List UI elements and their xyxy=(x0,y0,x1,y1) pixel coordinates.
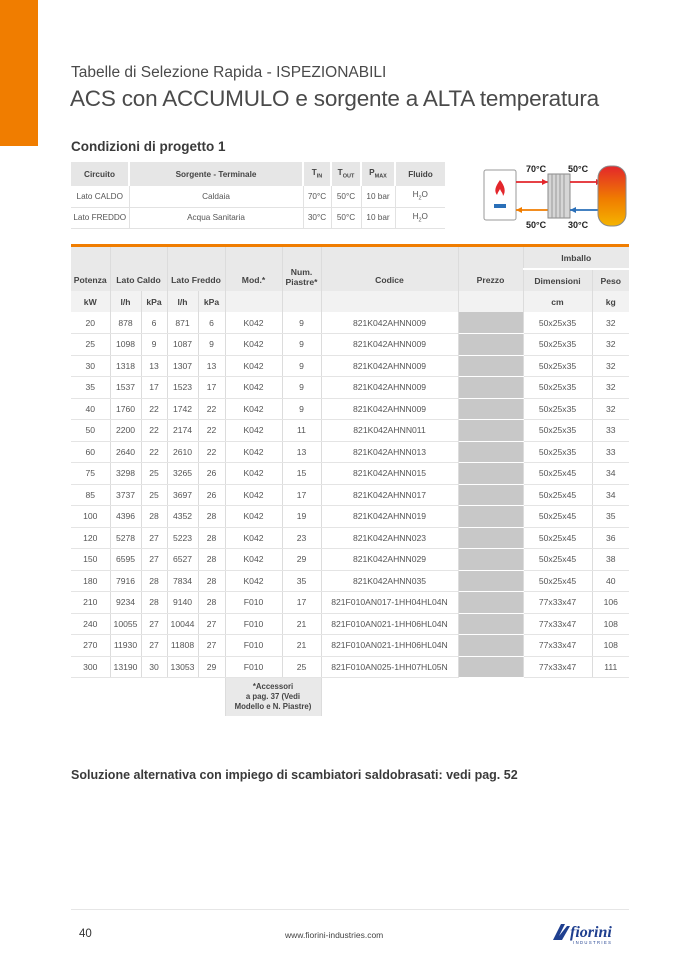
peso-cell: 32 xyxy=(592,377,629,399)
logo-mark-icon xyxy=(553,924,570,940)
mod-cell: K042 xyxy=(225,355,282,377)
kpa_f-cell: 22 xyxy=(198,398,225,420)
unit-kpa: kPa xyxy=(198,291,225,312)
kpa_f-cell: 26 xyxy=(198,463,225,485)
header-lato-freddo: Lato Freddo xyxy=(167,247,225,291)
lh_f-cell: 7834 xyxy=(167,570,198,592)
svg-text:fiorini: fiorini xyxy=(570,924,612,941)
peso-cell: 33 xyxy=(592,420,629,442)
temp-cold-out: 50°C xyxy=(568,164,589,174)
piastre-cell: 21 xyxy=(282,635,321,657)
lh_c-cell: 2200 xyxy=(110,420,141,442)
lh_f-cell: 1742 xyxy=(167,398,198,420)
codice-cell: 821K042AHNN009 xyxy=(321,398,458,420)
header-units-row xyxy=(71,291,629,312)
table-row xyxy=(71,484,629,506)
header-row-1 xyxy=(71,247,629,269)
boiler-icon xyxy=(484,170,516,220)
peso-cell: 32 xyxy=(592,334,629,356)
kpa_c-cell: 9 xyxy=(141,334,167,356)
kpa_f-cell: 6 xyxy=(198,312,225,334)
codice-cell: 821K042AHNN035 xyxy=(321,570,458,592)
codice-cell: 821K042AHNN009 xyxy=(321,377,458,399)
kpa_f-cell: 29 xyxy=(198,656,225,678)
piastre-cell: 13 xyxy=(282,441,321,463)
lh_c-cell: 4396 xyxy=(110,506,141,528)
fiorini-logo xyxy=(551,920,631,946)
tin-cell: 30°C xyxy=(303,207,331,228)
peso-cell: 35 xyxy=(592,506,629,528)
mod-cell: K042 xyxy=(225,506,282,528)
kw-cell: 210 xyxy=(71,592,110,614)
price-cell xyxy=(458,377,523,399)
lh_f-cell: 10044 xyxy=(167,613,198,635)
lh_f-cell: 4352 xyxy=(167,506,198,528)
tin-cell: 70°C xyxy=(303,186,331,207)
unit-cm: cm xyxy=(523,291,592,312)
lh_c-cell: 7916 xyxy=(110,570,141,592)
conditions-row-freddo xyxy=(71,207,445,228)
dim-cell: 77x33x47 xyxy=(523,613,592,635)
piastre-cell: 9 xyxy=(282,377,321,399)
unit-empty xyxy=(225,291,282,312)
exchanger-diagram xyxy=(482,162,628,230)
mod-cell: K042 xyxy=(225,549,282,571)
svg-text:INDUSTRIES: INDUSTRIES xyxy=(573,940,613,945)
codice-cell: 821F010AN017-1HH04HL04N xyxy=(321,592,458,614)
dim-cell: 50x25x35 xyxy=(523,420,592,442)
table-row xyxy=(71,377,629,399)
kw-cell: 120 xyxy=(71,527,110,549)
kpa_c-cell: 13 xyxy=(141,355,167,377)
price-cell xyxy=(458,441,523,463)
codice-cell: 821K042AHNN017 xyxy=(321,484,458,506)
kpa_c-cell: 25 xyxy=(141,463,167,485)
piastre-cell: 17 xyxy=(282,592,321,614)
mod-cell: K042 xyxy=(225,527,282,549)
lh_f-cell: 1523 xyxy=(167,377,198,399)
kw-cell: 25 xyxy=(71,334,110,356)
kpa_c-cell: 27 xyxy=(141,613,167,635)
mod-cell: F010 xyxy=(225,613,282,635)
lh_c-cell: 1760 xyxy=(110,398,141,420)
lh_f-cell: 3265 xyxy=(167,463,198,485)
lh_c-cell: 3298 xyxy=(110,463,141,485)
kpa_f-cell: 22 xyxy=(198,441,225,463)
lh_f-cell: 11808 xyxy=(167,635,198,657)
arrow-icon xyxy=(516,207,522,213)
pmax-cell: 10 bar xyxy=(361,186,395,207)
mod-cell: K042 xyxy=(225,312,282,334)
page-subtitle: Tabelle di Selezione Rapida - ISPEZIONABILI xyxy=(71,64,387,81)
lh_f-cell: 6527 xyxy=(167,549,198,571)
lh_f-cell: 2174 xyxy=(167,420,198,442)
mod-cell: K042 xyxy=(225,484,282,506)
fluido-cell: $H_2O$ xyxy=(395,207,445,228)
price-cell xyxy=(458,420,523,442)
price-cell xyxy=(458,355,523,377)
kpa_f-cell: 17 xyxy=(198,377,225,399)
boiler-panel xyxy=(494,204,506,208)
kw-cell: 100 xyxy=(71,506,110,528)
header-tin: $T_{IN}$ xyxy=(303,162,331,186)
table-row xyxy=(71,441,629,463)
kw-cell: 60 xyxy=(71,441,110,463)
lh_f-cell: 9140 xyxy=(167,592,198,614)
codice-cell: 821K042AHNN015 xyxy=(321,463,458,485)
piastre-cell: 21 xyxy=(282,613,321,635)
unit-empty xyxy=(458,291,523,312)
piastre-cell: 25 xyxy=(282,656,321,678)
table-row xyxy=(71,527,629,549)
temp-hot-out: 50°C xyxy=(526,220,547,230)
kw-cell: 50 xyxy=(71,420,110,442)
dim-cell: 50x25x45 xyxy=(523,484,592,506)
peso-cell: 32 xyxy=(592,355,629,377)
dim-cell: 50x25x45 xyxy=(523,506,592,528)
lh_c-cell: 1318 xyxy=(110,355,141,377)
mod-cell: F010 xyxy=(225,635,282,657)
kpa_f-cell: 22 xyxy=(198,420,225,442)
header-lato-caldo: Lato Caldo xyxy=(110,247,167,291)
kpa_c-cell: 30 xyxy=(141,656,167,678)
unit-empty xyxy=(321,291,458,312)
lh_f-cell: 1087 xyxy=(167,334,198,356)
sorgente-cell: Acqua Sanitaria xyxy=(129,207,303,228)
header-imballo: Imballo xyxy=(523,247,629,269)
arrow-icon xyxy=(542,179,548,185)
codice-cell: 821K042AHNN019 xyxy=(321,506,458,528)
kpa_f-cell: 13 xyxy=(198,355,225,377)
table-row xyxy=(71,463,629,485)
kpa_c-cell: 28 xyxy=(141,592,167,614)
header-tout: $T_{OUT}$ xyxy=(331,162,361,186)
mod-cell: K042 xyxy=(225,398,282,420)
unit-lh: l/h xyxy=(110,291,141,312)
kpa_c-cell: 27 xyxy=(141,549,167,571)
mod-cell: K042 xyxy=(225,334,282,356)
lh_c-cell: 1098 xyxy=(110,334,141,356)
lh_c-cell: 6595 xyxy=(110,549,141,571)
lh_f-cell: 871 xyxy=(167,312,198,334)
conditions-table xyxy=(71,162,445,229)
kw-cell: 75 xyxy=(71,463,110,485)
kpa_f-cell: 27 xyxy=(198,613,225,635)
kw-cell: 85 xyxy=(71,484,110,506)
peso-cell: 108 xyxy=(592,635,629,657)
price-cell xyxy=(458,312,523,334)
kpa_c-cell: 22 xyxy=(141,398,167,420)
dim-cell: 50x25x45 xyxy=(523,463,592,485)
kpa_c-cell: 6 xyxy=(141,312,167,334)
codice-cell: 821F010AN021-1HH06HL04N xyxy=(321,613,458,635)
kw-cell: 300 xyxy=(71,656,110,678)
table-row xyxy=(71,635,629,657)
kw-cell: 180 xyxy=(71,570,110,592)
price-cell xyxy=(458,463,523,485)
dim-cell: 50x25x35 xyxy=(523,334,592,356)
peso-cell: 38 xyxy=(592,549,629,571)
price-cell xyxy=(458,613,523,635)
page-number: 40 xyxy=(79,928,92,940)
kw-cell: 30 xyxy=(71,355,110,377)
table-row xyxy=(71,355,629,377)
kpa_c-cell: 27 xyxy=(141,635,167,657)
note-row xyxy=(71,678,629,717)
codice-cell: 821K042AHNN009 xyxy=(321,334,458,356)
kw-cell: 240 xyxy=(71,613,110,635)
header-circuito: Circuito xyxy=(71,162,129,186)
tout-cell: 50°C xyxy=(331,186,361,207)
price-cell xyxy=(458,570,523,592)
dim-cell: 77x33x47 xyxy=(523,656,592,678)
footer-rule xyxy=(71,909,629,910)
header-codice: Codice xyxy=(321,247,458,291)
header-fluido: Fluido xyxy=(395,162,445,186)
circuito-cell: Lato CALDO xyxy=(71,186,129,207)
table-row xyxy=(71,549,629,571)
piastre-cell: 9 xyxy=(282,312,321,334)
dim-cell: 50x25x35 xyxy=(523,398,592,420)
price-cell xyxy=(458,592,523,614)
codice-cell: 821K042AHNN011 xyxy=(321,420,458,442)
dim-cell: 50x25x45 xyxy=(523,549,592,571)
table-row xyxy=(71,613,629,635)
piastre-cell: 19 xyxy=(282,506,321,528)
table-row xyxy=(71,334,629,356)
lh_c-cell: 3737 xyxy=(110,484,141,506)
peso-cell: 36 xyxy=(592,527,629,549)
header-prezzo: Prezzo xyxy=(458,247,523,291)
kpa_f-cell: 28 xyxy=(198,570,225,592)
page-title: ACS con ACCUMULO e sorgente a ALTA temperatura xyxy=(70,86,599,111)
price-cell xyxy=(458,549,523,571)
selection-table xyxy=(71,247,629,716)
lh_c-cell: 9234 xyxy=(110,592,141,614)
kpa_f-cell: 28 xyxy=(198,592,225,614)
kpa_c-cell: 22 xyxy=(141,420,167,442)
circuito-cell: Lato FREDDO xyxy=(71,207,129,228)
kw-cell: 20 xyxy=(71,312,110,334)
mod-cell: F010 xyxy=(225,592,282,614)
dim-cell: 50x25x35 xyxy=(523,441,592,463)
table-row xyxy=(71,312,629,334)
dim-cell: 77x33x47 xyxy=(523,592,592,614)
unit-kpa: kPa xyxy=(141,291,167,312)
table-row xyxy=(71,398,629,420)
price-cell xyxy=(458,527,523,549)
mod-cell: F010 xyxy=(225,656,282,678)
piastre-cell: 35 xyxy=(282,570,321,592)
kpa_f-cell: 27 xyxy=(198,635,225,657)
header-sorgente: Sorgente - Terminale xyxy=(129,162,303,186)
kpa_c-cell: 25 xyxy=(141,484,167,506)
accessories-note: *Accessori a pag. 37 (Vedi Modello e N. Piastre) xyxy=(225,678,321,717)
unit-kw: kW xyxy=(71,291,110,312)
section-title: Condizioni di progetto 1 xyxy=(71,139,226,154)
kpa_c-cell: 27 xyxy=(141,527,167,549)
piastre-cell: 17 xyxy=(282,484,321,506)
sorgente-cell: Caldaia xyxy=(129,186,303,207)
lh_f-cell: 1307 xyxy=(167,355,198,377)
conditions-row-caldo xyxy=(71,186,445,207)
header-potenza: Potenza xyxy=(71,247,110,291)
plate-exchanger-icon xyxy=(548,174,570,218)
arrow-icon xyxy=(570,207,576,213)
peso-cell: 33 xyxy=(592,441,629,463)
price-cell xyxy=(458,484,523,506)
pmax-cell: 10 bar xyxy=(361,207,395,228)
codice-cell: 821K042AHNN009 xyxy=(321,355,458,377)
peso-cell: 108 xyxy=(592,613,629,635)
kw-cell: 150 xyxy=(71,549,110,571)
price-cell xyxy=(458,334,523,356)
header-pmax: $P_{MAX}$ xyxy=(361,162,395,186)
lh_f-cell: 3697 xyxy=(167,484,198,506)
peso-cell: 40 xyxy=(592,570,629,592)
temp-hot-in: 70°C xyxy=(526,164,547,174)
unit-lh: l/h xyxy=(167,291,198,312)
kpa_f-cell: 26 xyxy=(198,484,225,506)
codice-cell: 821K042AHNN029 xyxy=(321,549,458,571)
piastre-cell: 9 xyxy=(282,398,321,420)
lh_f-cell: 2610 xyxy=(167,441,198,463)
storage-tank-icon xyxy=(598,166,626,226)
dim-cell: 50x25x35 xyxy=(523,312,592,334)
orange-tab xyxy=(0,0,38,146)
alternative-solution-note: Soluzione alternativa con impiego di scambiatori saldobrasati: vedi pag. 52 xyxy=(71,768,518,782)
temp-cold-in: 30°C xyxy=(568,220,589,230)
lh_c-cell: 10055 xyxy=(110,613,141,635)
dim-cell: 50x25x35 xyxy=(523,377,592,399)
dim-cell: 50x25x35 xyxy=(523,355,592,377)
kpa_c-cell: 28 xyxy=(141,570,167,592)
lh_c-cell: 13190 xyxy=(110,656,141,678)
kpa_c-cell: 22 xyxy=(141,441,167,463)
peso-cell: 34 xyxy=(592,484,629,506)
header-mod: Mod.* xyxy=(225,247,282,291)
dim-cell: 77x33x47 xyxy=(523,635,592,657)
peso-cell: 106 xyxy=(592,592,629,614)
unit-kg: kg xyxy=(592,291,629,312)
codice-cell: 821K042AHNN013 xyxy=(321,441,458,463)
fluido-cell: $H_2O$ xyxy=(395,186,445,207)
kpa_c-cell: 17 xyxy=(141,377,167,399)
price-cell xyxy=(458,635,523,657)
peso-cell: 32 xyxy=(592,398,629,420)
conditions-header-row xyxy=(71,162,445,186)
piastre-cell: 9 xyxy=(282,334,321,356)
table-row xyxy=(71,570,629,592)
peso-cell: 32 xyxy=(592,312,629,334)
peso-cell: 34 xyxy=(592,463,629,485)
table-row xyxy=(71,420,629,442)
kw-cell: 40 xyxy=(71,398,110,420)
website-link[interactable]: www.fiorini-industries.com xyxy=(285,930,384,940)
piastre-cell: 29 xyxy=(282,549,321,571)
tout-cell: 50°C xyxy=(331,207,361,228)
codice-cell: 821F010AN025-1HH07HL05N xyxy=(321,656,458,678)
mod-cell: K042 xyxy=(225,420,282,442)
lh_f-cell: 5223 xyxy=(167,527,198,549)
lh_c-cell: 2640 xyxy=(110,441,141,463)
piastre-cell: 23 xyxy=(282,527,321,549)
mod-cell: K042 xyxy=(225,377,282,399)
price-cell xyxy=(458,398,523,420)
kw-cell: 270 xyxy=(71,635,110,657)
table-row xyxy=(71,656,629,678)
mod-cell: K042 xyxy=(225,463,282,485)
kpa_f-cell: 28 xyxy=(198,506,225,528)
header-num-piastre: Num. Piastre* xyxy=(282,247,321,291)
header-peso: Peso xyxy=(592,269,629,291)
kpa_c-cell: 28 xyxy=(141,506,167,528)
codice-cell: 821F010AN021-1HH06HL04N xyxy=(321,635,458,657)
codice-cell: 821K042AHNN009 xyxy=(321,312,458,334)
lh_c-cell: 11930 xyxy=(110,635,141,657)
price-cell xyxy=(458,506,523,528)
piastre-cell: 11 xyxy=(282,420,321,442)
lh_c-cell: 878 xyxy=(110,312,141,334)
dim-cell: 50x25x45 xyxy=(523,570,592,592)
lh_c-cell: 1537 xyxy=(110,377,141,399)
kpa_f-cell: 9 xyxy=(198,334,225,356)
dim-cell: 50x25x45 xyxy=(523,527,592,549)
kw-cell: 35 xyxy=(71,377,110,399)
kpa_f-cell: 28 xyxy=(198,527,225,549)
piastre-cell: 15 xyxy=(282,463,321,485)
price-cell xyxy=(458,656,523,678)
mod-cell: K042 xyxy=(225,441,282,463)
unit-empty xyxy=(282,291,321,312)
header-dimensioni: Dimensioni xyxy=(523,269,592,291)
peso-cell: 111 xyxy=(592,656,629,678)
lh_c-cell: 5278 xyxy=(110,527,141,549)
table-row xyxy=(71,592,629,614)
table-row xyxy=(71,506,629,528)
lh_f-cell: 13053 xyxy=(167,656,198,678)
piastre-cell: 9 xyxy=(282,355,321,377)
mod-cell: K042 xyxy=(225,570,282,592)
kpa_f-cell: 28 xyxy=(198,549,225,571)
codice-cell: 821K042AHNN023 xyxy=(321,527,458,549)
